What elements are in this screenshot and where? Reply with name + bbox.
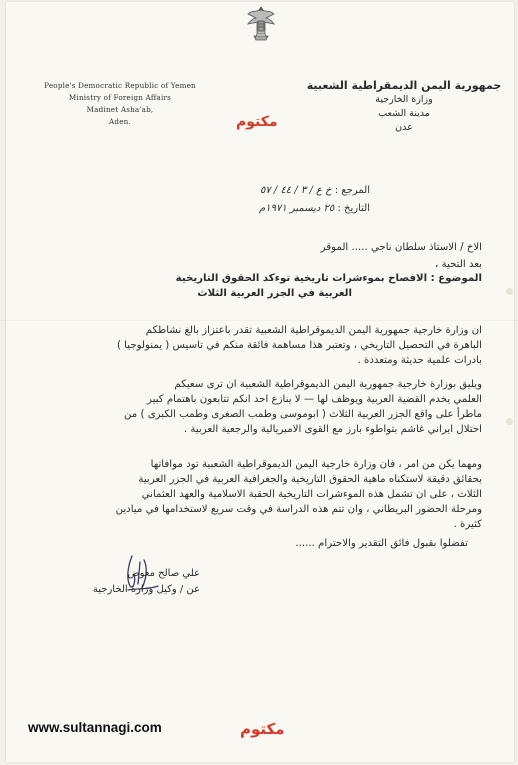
letterhead-ministry: Ministry of Foreign Affairs [68,93,172,102]
letterhead-city: Aden. [109,117,131,126]
letterhead-district: Madinet Asha'ab, [86,105,154,114]
letterhead-ar-ministry: وزارة الخارجية [375,94,433,105]
paragraph-line: الثلاث ، على ان تشمل هذه الموءشرات التاريخية الحقبة الاسلامية والعهد العثماني [141,489,482,500]
paragraph-line: احتلال ايراني غاشم بتواطوء بارز مع القوى الامبريالية والرجعية العربية . [183,424,482,435]
greeting: بعد التحية ، [435,259,482,270]
date-value: ٢٥ ديسمبر ١٩٧١م [259,203,335,214]
paragraph-1 [117,323,482,368]
reference-number: خ ع / ٣ / ٤٤ / ٥٧ [259,185,332,196]
letterhead-country: People's Democratic Republic of Yemen [44,81,196,90]
date-label: التاريخ : [337,203,370,214]
paragraph-line: ان وزارة خارجية جمهورية اليمن الديموقراطية الشعبية تقدر باعتزاز بالغ نشاطكم [145,325,482,336]
website-watermark: www.sultannagi.com [28,720,162,735]
signatory-name: علي صالح معوض [127,568,200,579]
paragraph-line: بادرات علمية حديثة ومتعددة . [357,355,482,366]
paragraph-line: بحقائق دقيقة لاستكناه ماهية الحقوق التاريخية والجغرافية العربية في الجزر العربية [138,474,482,485]
subject-line-2: العربية في الجزر العربية الثلاث [197,288,352,299]
confidential-stamp-top: مكتوم [236,114,278,130]
reference-label: المرجع : [334,185,370,196]
closing-line: تفضلوا بقبول فائق التقدير والاحترام ...... [295,538,468,549]
subject-line-1: الموضوع : الافصاح بموءشرات تاريخية توءكد الحقوق التاريخية [175,273,482,284]
paragraph-3 [116,457,482,532]
paragraph-line: كثيرة . [453,519,482,530]
letterhead-ar-city: عدن [395,122,413,133]
paragraph-line: العلمي يخدم القضية العربية ويوظف لها — لا ينازع احد انكم تتابعون باهتمام كبير [146,394,482,405]
paragraph-line: ماطرأ على واقع الجزر العربية الثلاث ( ابوموسى وطمب الصغرى وطمب الكبرى ) من [124,409,482,420]
paragraph-line: ويليق بوزارة خارجية جمهورية اليمن الديموقراطية الشعبية ان ترى سعيكم [174,379,482,390]
letterhead-ar-country: جمهورية اليمن الديمقراطية الشعبية [306,79,502,92]
letterhead-ar-district: مدينة الشعب [378,108,430,119]
paragraph-2 [124,377,482,437]
confidential-stamp-bottom: مكتوم [240,720,285,738]
signatory-title: عن / وكيل وزارة الخارجية [92,584,200,595]
addressee: الاخ / الاستاذ سلطان ناجي ..... الموقر [320,242,482,253]
subject-block [42,271,482,301]
paragraph-line: الباهرة في التحصيل التاريخي ، وتعتبر هذا مساهمة فائقة منكم في تاسيس ( يمنولوجيا ) [116,340,482,351]
paragraph-line: ومهما يكن من امر ، فان وزارة خارجية اليمن الديموقراطية الشعبية تود موافاتها [150,459,482,470]
paragraph-line: ومرحلة الحضور البريطاني ، وان تتم هذه الدراسة في وقت سريع لاستخدامها في ميادين [115,504,482,515]
